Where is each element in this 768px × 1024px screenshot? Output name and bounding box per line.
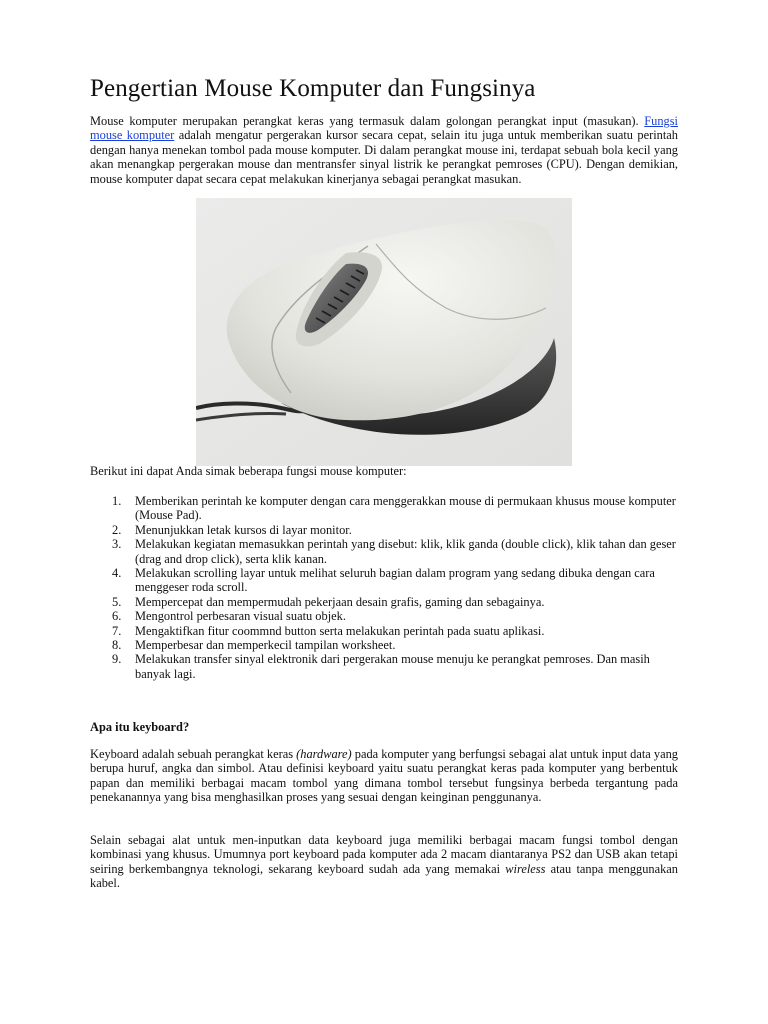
list-item-number: 5. [112,594,122,609]
keyboard-p2-before: Selain sebagai alat untuk men-inputkan data keyboard juga memiliki berbagai macam fungsi tombol dengan kombinasi yang khusus. Umumnya port keyboard pada komputer ada 2 macam diantaranya PS2 dan USB akan tetapi seiring berkembangnya teknologi, sekarang keyboard sudah ada yang memakai [90,833,678,876]
list-intro: Berikut ini dapat Anda simak beberapa fungsi mouse komputer: [90,464,407,478]
list-item-number: 1. [112,494,122,508]
keyboard-p2-after: atau tanpa menggunakan kabel. [90,861,678,891]
intro-text-before: Mouse komputer merupakan perangkat keras yang termasuk dalam golongan perangkat input (masukan). [90,114,645,128]
list-item-number: 2. [112,522,122,537]
list-item-number: 3. [112,537,122,552]
list-item [90,638,680,652]
list-item-number: 7. [112,623,122,638]
intro-paragraph [90,114,678,186]
list-item-text: Melakukan kegiatan memasukkan perintah yang disebut: klik, klik ganda (double click), klik tahan dan geser (drag and drop click), serta klik kanan. [135,537,676,566]
list-item [90,566,680,595]
list-item-number: 6. [112,609,122,624]
list-item-text: Mempercepat dan mempermudah pekerjaan desain grafis, gaming dan sebagainya. [135,594,545,609]
list-item [90,652,680,681]
list-item-number: 4. [112,566,122,581]
fungsi-mouse-link[interactable]: Fungsi mouse komputer [90,114,678,143]
list-item-text: Menunjukkan letak kursos di layar monitor. [135,522,352,537]
keyboard-p1-after: pada komputer yang berfungsi sebagai alat untuk input data yang berupa huruf, angka dan simbol. Atau definisi keyboard yaitu suatu perangkat keras pada komputer yang berbentuk papan dan memiliki berbagai macam tombol yang dimana tombol tersebut fungsinya berbeda tergantung pada penekanannya yang bisa menghasilkan proses yang sesuai dengan keinginan penggunanya. [90,747,678,805]
keyboard-p1-before: Keyboard adalah sebuah perangkat keras [90,747,297,761]
keyboard-p1-italic: (hardware) [296,747,352,761]
list-item [90,494,680,523]
list-item-text: Mengaktifkan fitur coommnd button serta melakukan perintah pada suatu aplikasi. [135,623,545,638]
page-title: Pengertian Mouse Komputer dan Fungsinya [90,75,536,102]
list-item [90,609,680,623]
keyboard-p2-italic: wireless [505,861,546,876]
keyboard-paragraph-2 [90,833,678,891]
list-item [90,523,680,537]
list-item-text: Memperbesar dan memperkecil tampilan worksheet. [135,638,396,653]
keyboard-heading: Apa itu keyboard? [90,720,190,734]
list-item [90,595,680,609]
intro-text-after: adalah mengatur pergerakan kursor secara cepat, selain itu juga untuk memberikan suatu perintah dengan hanya menekan tombol pada mouse komputer. Di dalam perangkat mouse ini, terdapat sebuah bola kecil yang akan menangkap pergerakan mouse dan mentransfer sinyal listrik ke perangkat pemroses (CPU). Dengan demikian, mouse komputer dapat secara cepat melakukan kinerjanya sebagai perangkat masukan. [90,128,678,186]
list-item-text: Melakukan transfer sinyal elektronik dari pergerakan mouse menuju ke perangkat pemroses. Dan masih banyak lagi. [135,652,650,681]
list-item-text: Mengontrol perbesaran visual suatu objek. [135,609,346,624]
computer-mouse-image [196,198,572,466]
mouse-function-list [90,494,680,681]
list-item [90,537,680,566]
list-item-text: Memberikan perintah ke komputer dengan cara menggerakkan mouse di permukaan khusus mouse komputer (Mouse Pad). [135,494,676,523]
list-item-text: Melakukan scrolling layar untuk melihat seluruh bagian dalam program yang sedang dibuka dengan cara menggeser roda scroll. [135,566,655,595]
list-item [90,624,680,638]
list-item-number: 9. [112,652,122,667]
list-item-number: 8. [112,638,122,653]
keyboard-paragraph-1 [90,747,678,805]
